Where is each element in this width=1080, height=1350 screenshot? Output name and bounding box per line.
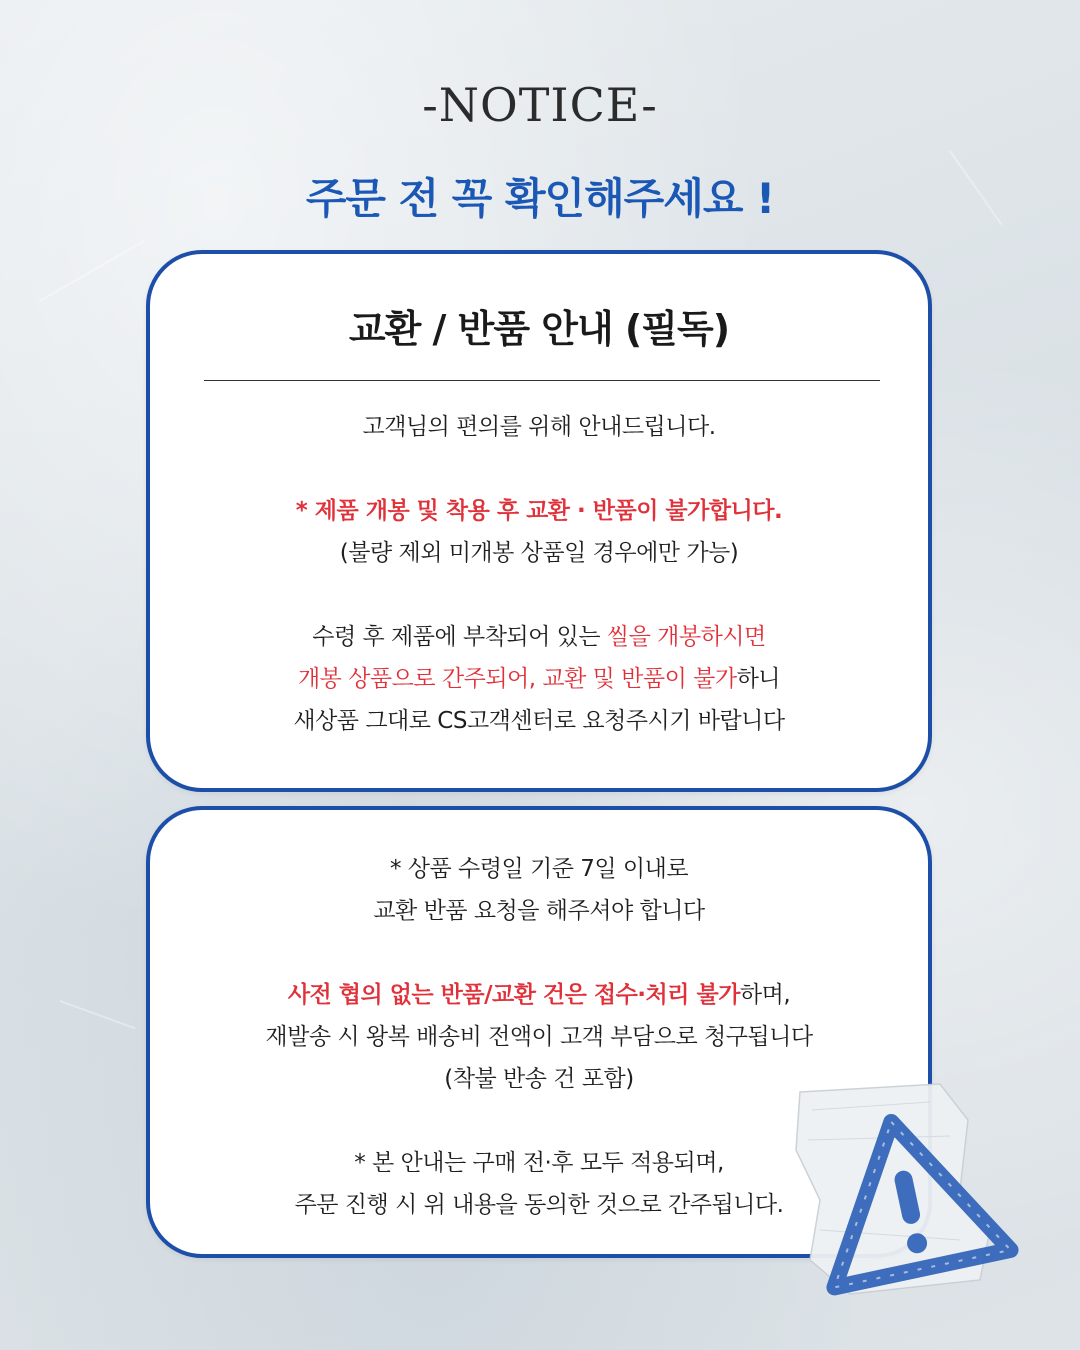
deadline-text: * 상품 수령일 기준 7일 이내로 — [389, 856, 689, 882]
warning-text: * 제품 개봉 및 착용 후 교환 · 반품이 불가합니다. — [295, 498, 783, 524]
seal-notice-highlight: 개봉 상품으로 간주되어, 교환 및 반품이 불가 — [297, 666, 737, 692]
warning-subtext: (불량 제외 미개봉 상품일 경우에만 가능) — [339, 540, 739, 566]
card-title: 교환 / 반품 안내 (필독) — [348, 307, 730, 351]
warning-triangle-icon — [790, 1080, 1030, 1310]
notice-heading: -NOTICE- — [422, 78, 658, 132]
unagreed-return-highlight: 사전 협의 없는 반품/교환 건은 접수·처리 불가 — [287, 982, 740, 1008]
seal-notice-text: 하니 — [736, 666, 781, 692]
seal-notice-text: 수령 후 제품에 부착되어 있는 — [312, 624, 607, 650]
background-texture — [40, 240, 145, 302]
divider — [204, 380, 880, 381]
shipping-fee-text: 재발송 시 왕복 배송비 전액이 고객 부담으로 청구됩니다 — [265, 1024, 813, 1050]
exchange-return-card — [146, 250, 932, 792]
deadline-text: 교환 반품 요청을 해주셔야 합니다 — [373, 898, 705, 924]
seal-notice-line: 새상품 그대로 CS고객센터로 요청주시기 바랍니다 — [293, 708, 785, 734]
intro-text: 고객님의 편의를 위해 안내드립니다. — [362, 414, 716, 440]
shipping-fee-text: (착불 반송 건 포함) — [444, 1066, 634, 1092]
seal-notice-highlight: 씰을 개봉하시면 — [606, 624, 766, 650]
unagreed-return-text: 하며, — [739, 982, 791, 1008]
agreement-text: * 본 안내는 구매 전·후 모두 적용되며, — [354, 1150, 724, 1176]
seal-notice-line — [150, 618, 928, 651]
agreement-text: 주문 진행 시 위 내용을 동의한 것으로 간주됩니다. — [294, 1192, 784, 1218]
unagreed-return-line — [150, 976, 928, 1009]
seal-notice-line — [150, 660, 928, 693]
background-texture — [60, 1000, 136, 1029]
page-title: 주문 전 꼭 확인해주세요 ! — [305, 174, 775, 223]
